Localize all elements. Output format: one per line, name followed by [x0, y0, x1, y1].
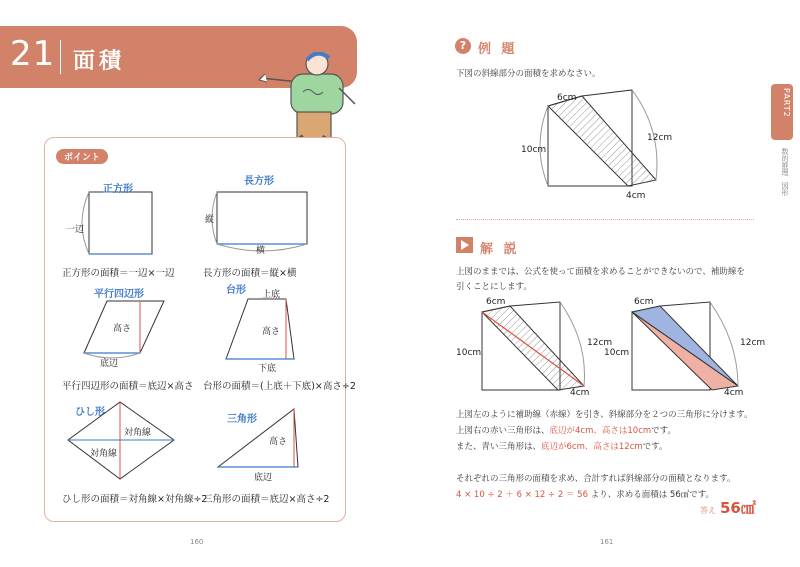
rectangle-width-label: 横	[256, 246, 266, 256]
sol-left-left-label: 10cm	[456, 348, 482, 358]
rhombus-diag1-label: 対角線	[124, 428, 152, 438]
solution-line-2: 引くことにします。	[456, 282, 532, 292]
red-line-prefix: 上図右の赤い三角形は、	[456, 426, 550, 436]
triangle-base-label: 底辺	[254, 473, 273, 483]
left-page-number: 160	[190, 538, 204, 546]
trapezoid-name: 台形	[226, 285, 246, 296]
split-line: 上図左のように補助線（赤線）を引き、斜線部分を２つの三角形に分けます。	[456, 410, 753, 420]
square-name: 正方形	[103, 184, 133, 195]
rhombus-formula: ひし形の面積＝対角線×対角線÷2	[62, 494, 208, 505]
sol-right-bottom-label: 4cm	[724, 388, 744, 398]
blue-line-highlight: 底辺が6cm、高さは12cm	[541, 442, 643, 452]
sol-left-right-label: 12cm	[587, 338, 613, 348]
rhombus-diag2-label: 対角線	[90, 449, 118, 459]
red-line-suffix: です。	[651, 426, 676, 436]
trapezoid-height-label: 高さ	[262, 327, 281, 337]
chapter-number: 21	[10, 34, 56, 74]
calc-line	[456, 488, 714, 500]
triangle-height-label: 高さ	[269, 437, 288, 447]
example-figure	[520, 84, 660, 204]
section-divider	[456, 219, 754, 220]
red-triangle-line	[456, 424, 676, 436]
parallelogram-height-label: 高さ	[113, 324, 132, 334]
trapezoid-bottom-label: 下底	[258, 364, 277, 374]
rectangle-formula: 長方形の面積＝縦×横	[203, 268, 297, 279]
sol-right-right-label: 12cm	[740, 338, 766, 348]
rectangle-height-label: 縦	[205, 215, 215, 225]
sol-left-top-label: 6cm	[486, 297, 506, 307]
shapes-diagram	[44, 137, 344, 520]
square-side-label: 一辺	[66, 225, 85, 235]
sol-left-bottom-label: 4cm	[570, 388, 590, 398]
square-shape	[89, 192, 152, 254]
rectangle-name: 長方形	[244, 176, 274, 187]
play-icon	[456, 237, 473, 253]
side-sub-1: 数的推理	[781, 148, 789, 176]
rectangle-shape	[217, 192, 307, 244]
example-top-label: 6cm	[557, 93, 577, 103]
solution-line-1: 上図のままでは、公式を使って面積を求めることができないので、補助線を	[456, 267, 745, 277]
example-heading: 例 題	[478, 42, 518, 57]
calc-expression: 4 × 10 ÷ 2 ＋ 6 × 12 ÷ 2 ＝ 56	[456, 490, 588, 500]
trapezoid-top-label: 上底	[262, 290, 281, 300]
sol-right-left-label: 10cm	[604, 348, 630, 358]
calc-suffix: より、求める面積は 56㎠です。	[590, 490, 715, 500]
solution-heading: 解 説	[480, 242, 520, 257]
parallelogram-base-label: 底辺	[100, 359, 119, 369]
parallelogram-formula: 平行四辺形の面積＝底辺×高さ	[62, 381, 194, 392]
rhombus-name: ひし形	[75, 407, 105, 418]
parallelogram-name: 平行四辺形	[94, 289, 144, 300]
point-badge: ポイント	[56, 149, 108, 164]
sol-right-top-label: 6cm	[634, 297, 654, 307]
blue-triangle-line	[456, 440, 667, 452]
trapezoid-shape	[226, 299, 294, 359]
right-page-number: 161	[600, 538, 614, 546]
question-icon: ?	[455, 38, 471, 54]
example-right-label: 12cm	[647, 133, 673, 143]
side-sub-2: 図形	[781, 182, 789, 196]
red-line-highlight: 底辺が4cm、高さは10cm	[549, 426, 652, 436]
triangle-formula: 三角形の面積＝底辺×高さ÷2	[203, 494, 330, 505]
blue-line-suffix: です。	[642, 442, 668, 452]
sum-line: それぞれの三角形の面積を求め、合計すれば斜線部分の面積となります。	[456, 474, 736, 484]
trapezoid-formula: 台形の面積＝(上底＋下底)×高さ÷2	[203, 381, 356, 392]
answer-value: 56㎠	[720, 499, 756, 517]
title-separator	[60, 40, 61, 74]
triangle-name: 三角形	[227, 414, 257, 425]
answer-label: 答え	[700, 506, 716, 515]
example-left-label: 10cm	[521, 145, 547, 155]
example-prompt: 下図の斜線部分の面積を求めなさい。	[456, 69, 601, 79]
side-tab-label: PART2	[782, 88, 791, 118]
square-formula: 正方形の面積＝一辺×一辺	[62, 268, 175, 279]
chapter-title: 面積	[73, 49, 126, 74]
example-bottom-label: 4cm	[626, 191, 646, 201]
blue-line-prefix: また、青い三角形は、	[456, 442, 542, 452]
